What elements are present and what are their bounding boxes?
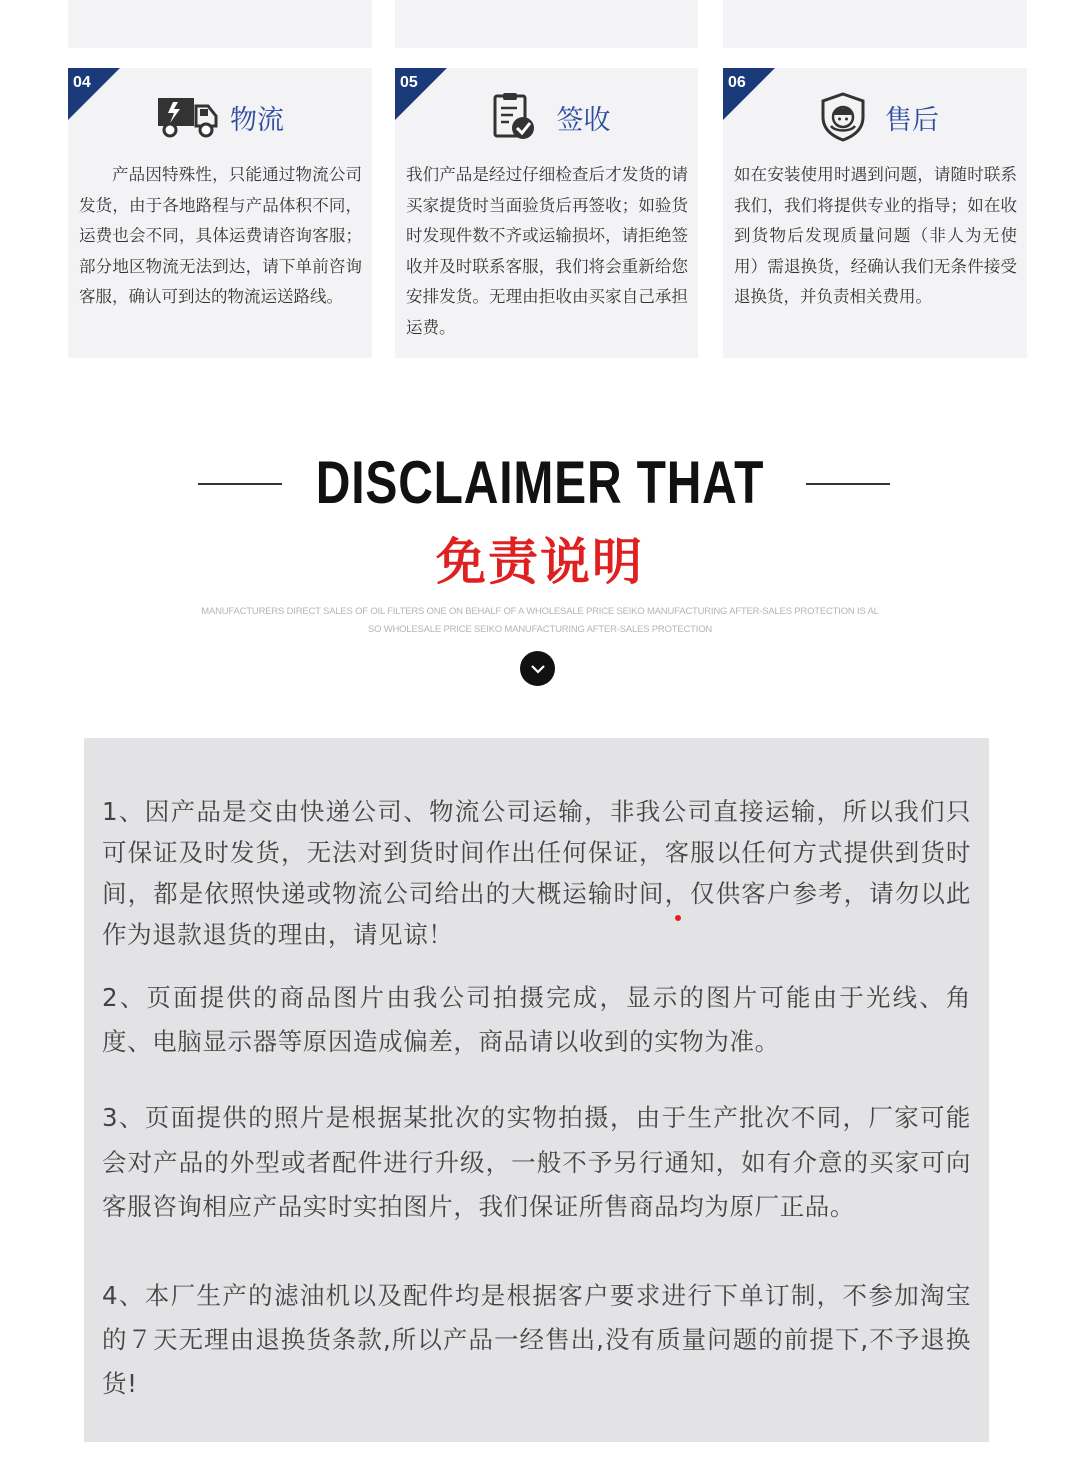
top-card-partial-2 — [395, 0, 698, 48]
disclaimer-paragraph-4: 4、本厂生产的滤油机以及配件均是根据客户要求进行下单订制，不参加淘宝的７天无理由退换货条款,所以产品一经售出,没有质量问题的前提下,不予退换货! — [102, 1281, 971, 1398]
card-title: 物流 — [230, 104, 284, 136]
shield-service-icon — [811, 92, 875, 142]
disclaimer-subtitle — [180, 603, 900, 639]
card-title: 售后 — [885, 104, 939, 136]
disclaimer-paragraph-3: 3、页面提供的照片是根据某批次的实物拍摄，由于生产批次不同，厂家可能会对产品的外型或者配件进行升级，一般不予另行通知，如有介意的买家可向客服咨询相应产品实时实拍图片，我们保证所售商品均为原厂正品。 — [102, 1103, 971, 1221]
disclaimer-panel — [84, 738, 989, 1442]
disclaimer-subtitle-line: MANUFACTURERS DIRECT SALES OF OIL FILTERS ONE ON BEHALF OF A WHOLESALE PRICE SEIKO MANUFACTURING AFTER-SALES PROTECTION IS AL — [201, 606, 879, 617]
disclaimer-subtitle-line: SO WHOLESALE PRICE SEIKO MANUFACTURING AFTER-SALES PROTECTION — [367, 624, 713, 635]
disclaimer-title-cn: 免责说明 — [436, 533, 644, 591]
disclaimer-paragraph-1: 1、因产品是交由快递公司、物流公司运输，非我公司直接运输，所以我们只可保证及时发货，无法对到货时间作出任何保证，客服以任何方式提供到货时间，都是依照快递或物流公司给出的大概运输时间，仅供客户参考，请勿以此作为退款退货的理由，请见谅！ — [102, 797, 971, 949]
card-body-text: 我们产品是经过仔细检查后才发货的请买家提货时当面验货后再签收；如验货时发现件数不齐或运输损坏，请拒绝签收并及时联系客服，我们将会重新给您安排发货。无理由拒收由买家自己承担运费。 — [406, 165, 688, 337]
card-number: 04 — [73, 74, 91, 91]
top-card-partial-1 — [68, 0, 372, 48]
card-body-text: 如在安装使用时遇到问题，请随时联系我们，我们将提供专业的指导；如在收到货物后发现质量问题（非人为无使用）需退换货，经确认我们无条件接受退换货，并负责相关费用。 — [734, 165, 1017, 306]
chevron-down-button[interactable] — [520, 651, 555, 686]
disclaimer-title-en: DISCLAIMER THAT — [315, 449, 765, 516]
red-dot-mark — [675, 915, 681, 921]
card-number: 06 — [728, 74, 746, 91]
service-card-signing — [395, 68, 698, 358]
card-number: 05 — [400, 74, 418, 91]
truck-icon — [156, 92, 220, 142]
service-card-aftersales — [723, 68, 1027, 358]
disclaimer-paragraph-2: 2、页面提供的商品图片由我公司拍摄完成，显示的图片可能由于光线、角度、电脑显示器等原因造成偏差，商品请以收到的实物为准。 — [102, 983, 971, 1056]
chevron-down-icon — [530, 663, 546, 675]
card-title: 签收 — [556, 104, 611, 136]
top-card-partial-3 — [723, 0, 1027, 48]
service-card-logistics — [68, 68, 372, 358]
card-body-text: 产品因特殊性，只能通过物流公司发货，由于各地路程与产品体积不同，运费也会不同，具体运费请咨询客服；部分地区物流无法到达，请下单前咨询客服，确认可到达的物流运送路线。 — [79, 165, 362, 306]
clipboard-check-icon — [483, 92, 547, 142]
